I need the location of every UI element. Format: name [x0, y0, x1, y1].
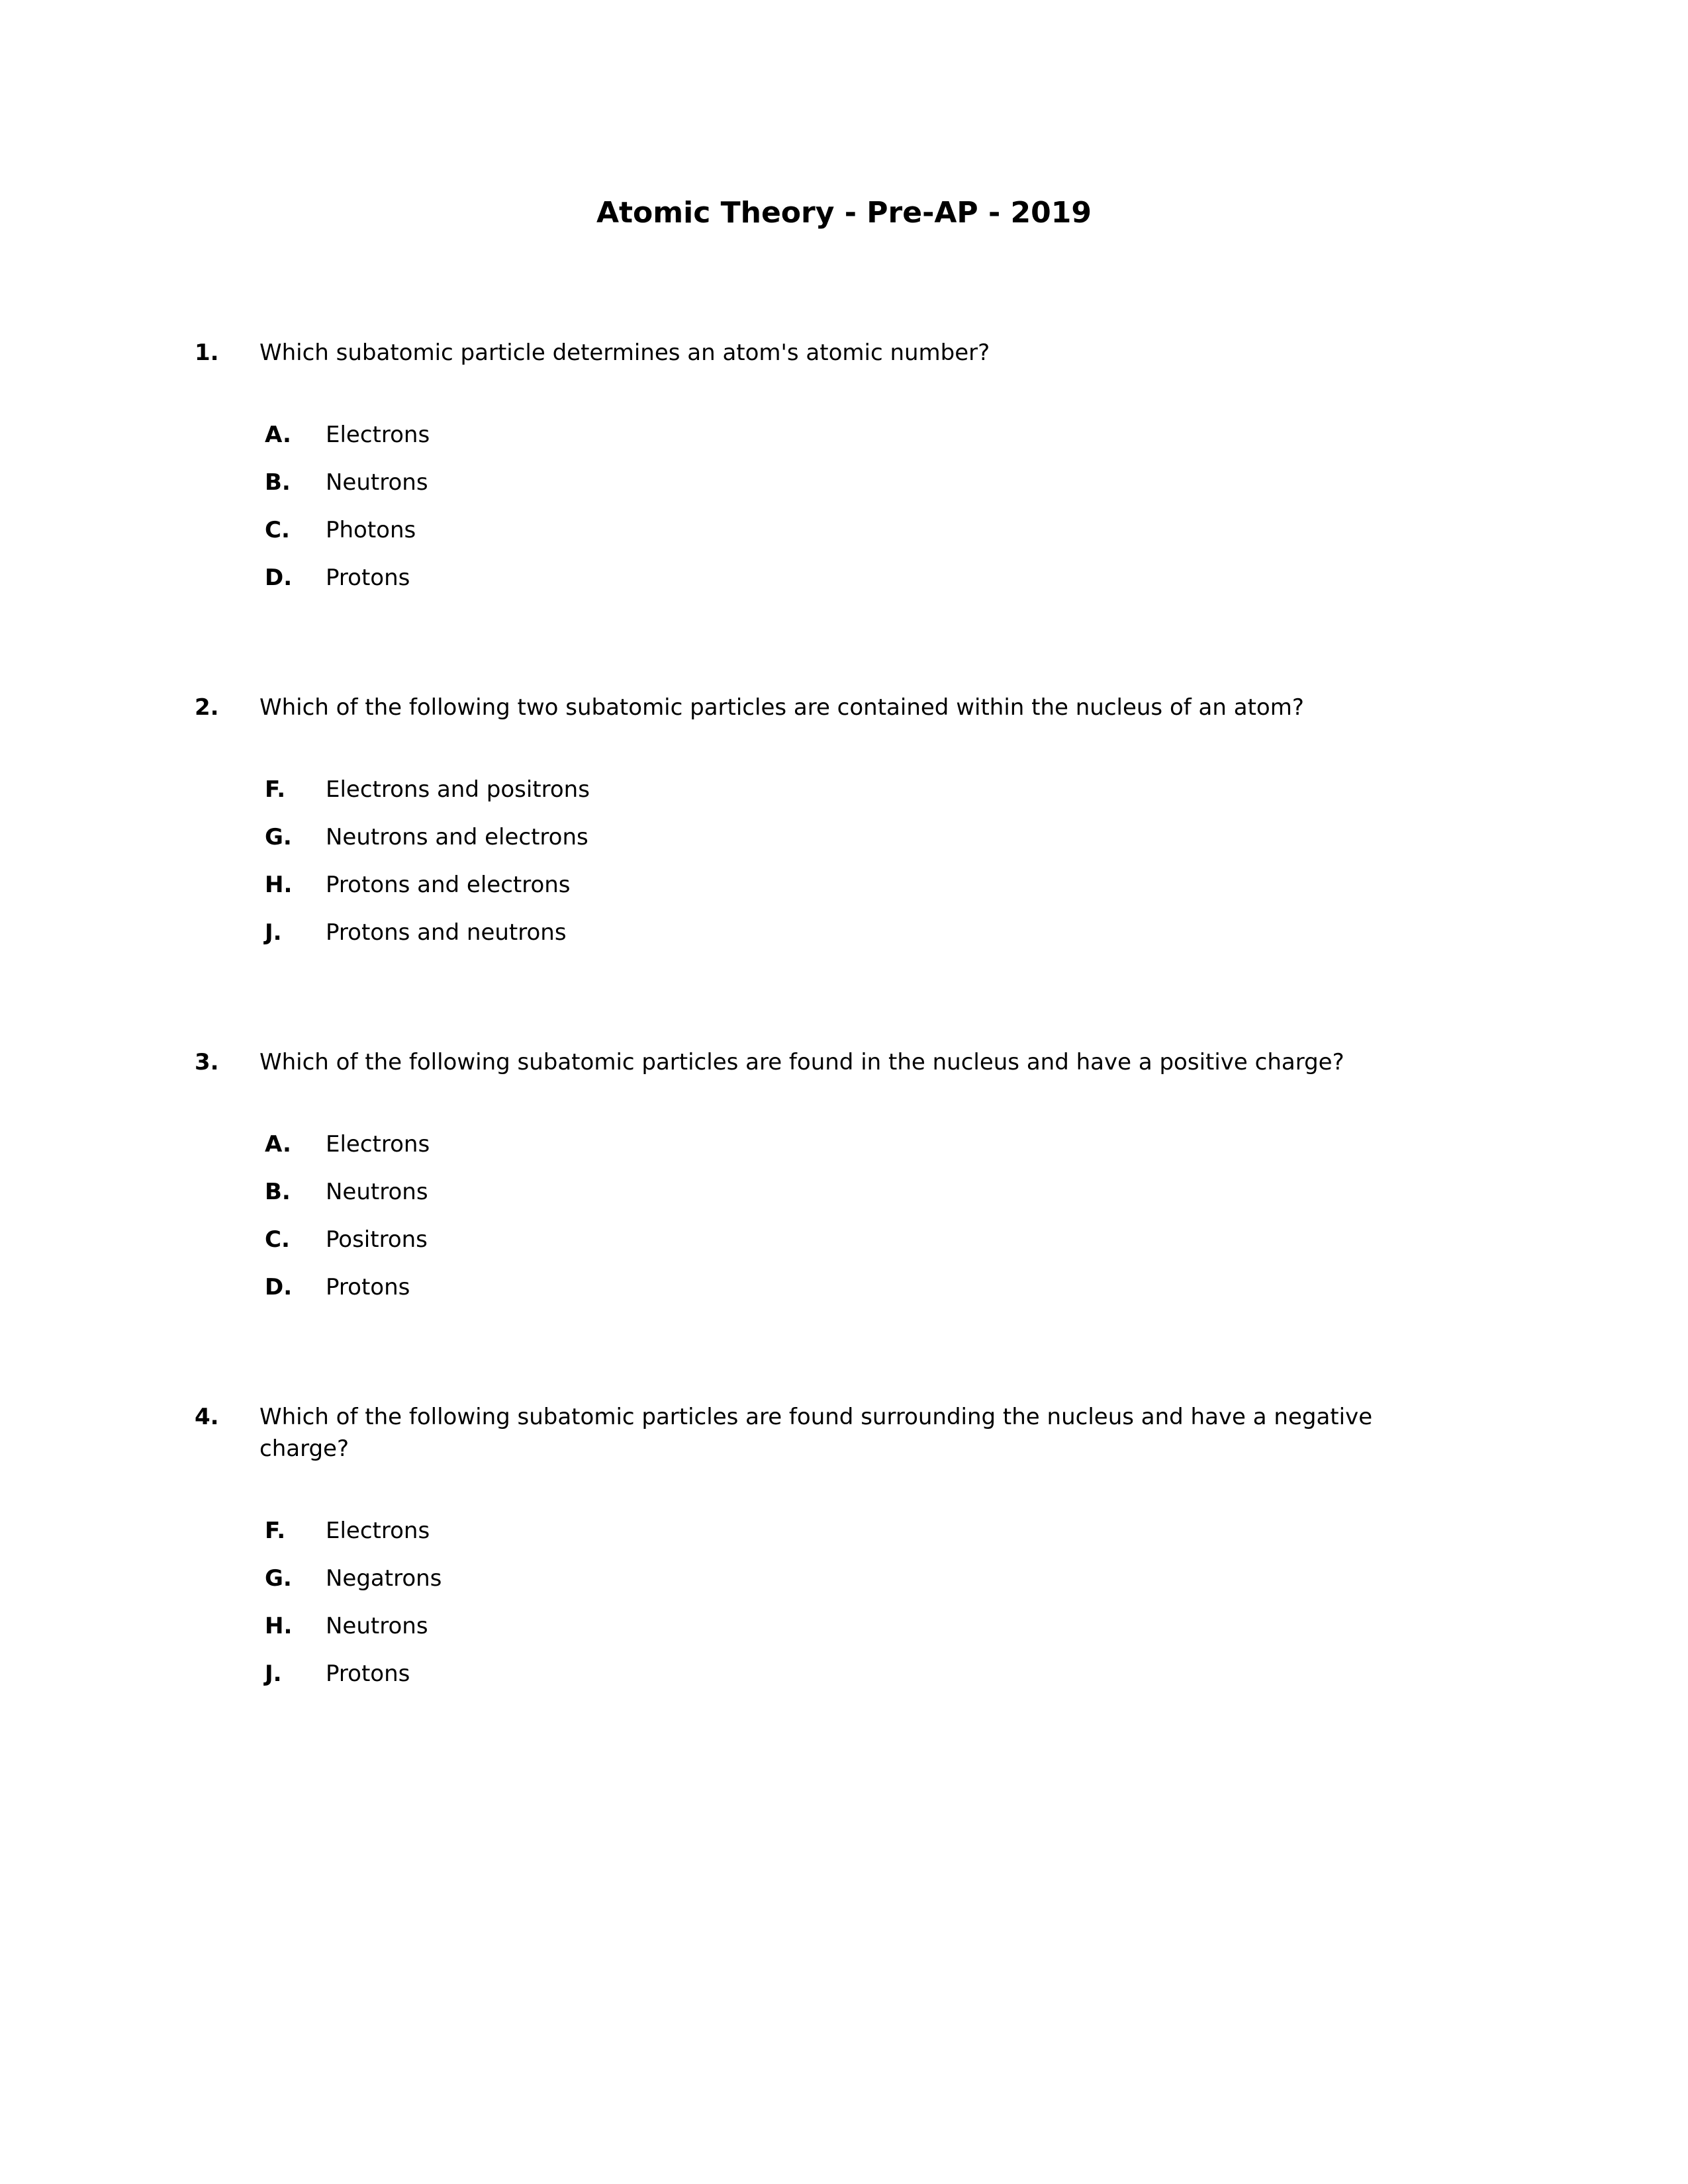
choice-letter: A. — [265, 1130, 291, 1158]
question-number: 2. — [195, 694, 219, 721]
choice-text: Electrons and positrons — [326, 776, 590, 803]
choice-row — [265, 861, 1529, 909]
question-number: 4. — [195, 1403, 219, 1430]
choice-text: Protons and electrons — [326, 871, 571, 898]
choice-text: Negatrons — [326, 1565, 442, 1592]
choice-row — [265, 506, 1529, 554]
choice-letter: A. — [265, 421, 291, 448]
choices-list — [265, 1120, 1529, 1311]
choice-text: Neutrons — [326, 1612, 428, 1639]
choice-text: Electrons — [326, 421, 430, 448]
choice-row — [265, 459, 1529, 506]
choice-text: Protons and neutrons — [326, 919, 567, 946]
question-1 — [195, 337, 1529, 602]
choice-row — [265, 1555, 1529, 1602]
choice-row — [265, 554, 1529, 602]
choice-letter: D. — [265, 564, 293, 591]
choice-text: Positrons — [326, 1226, 428, 1253]
choice-letter: J. — [265, 1660, 282, 1687]
choice-text: Neutrons and electrons — [326, 823, 588, 850]
question-text: Which of the following two subatomic particles are contained within the nucleus of an atom? — [259, 694, 1304, 721]
choices-list — [265, 411, 1529, 602]
document-title: Atomic Theory - Pre-AP - 2019 — [596, 196, 1092, 230]
choice-letter: B. — [265, 469, 291, 496]
choice-letter: C. — [265, 516, 290, 543]
choice-letter: B. — [265, 1178, 291, 1205]
question-text: Which of the following subatomic particles are found surrounding the nucleus and have a negative charge? — [259, 1403, 1373, 1462]
choice-text: Neutrons — [326, 1178, 428, 1205]
choice-row — [265, 1216, 1529, 1263]
choice-letter: G. — [265, 1565, 292, 1592]
choice-row — [265, 909, 1529, 956]
question-2 — [195, 692, 1529, 956]
question-4 — [195, 1401, 1529, 1698]
choice-letter: F. — [265, 776, 286, 803]
choice-letter: G. — [265, 823, 292, 850]
choice-letter: H. — [265, 1612, 293, 1639]
question-text: Which of the following subatomic particles are found in the nucleus and have a positive charge? — [259, 1048, 1344, 1075]
question-body — [259, 1046, 1529, 1311]
question-text: Which subatomic particle determines an atom's atomic number? — [259, 339, 990, 366]
choice-row — [265, 813, 1529, 861]
question-number: 1. — [195, 339, 219, 366]
choice-text: Electrons — [326, 1130, 430, 1158]
question-body — [259, 692, 1529, 956]
question-body — [259, 1401, 1529, 1698]
choice-letter: F. — [265, 1517, 286, 1544]
choice-text: Electrons — [326, 1517, 430, 1544]
choices-list — [265, 1507, 1529, 1698]
choice-letter: C. — [265, 1226, 290, 1253]
choice-row — [265, 1650, 1529, 1698]
choice-text: Photons — [326, 516, 416, 543]
question-3 — [195, 1046, 1529, 1311]
choice-text: Protons — [326, 564, 410, 591]
choices-list — [265, 766, 1529, 956]
choice-row — [265, 1168, 1529, 1216]
choice-letter: H. — [265, 871, 293, 898]
choice-row — [265, 1263, 1529, 1311]
choice-text: Neutrons — [326, 469, 428, 496]
choice-letter: D. — [265, 1273, 293, 1300]
choice-row — [265, 1120, 1529, 1168]
choice-letter: J. — [265, 919, 282, 946]
choice-text: Protons — [326, 1660, 410, 1687]
choice-row — [265, 411, 1529, 459]
choice-row — [265, 766, 1529, 813]
question-body — [259, 337, 1529, 602]
question-number: 3. — [195, 1048, 219, 1075]
choice-row — [265, 1507, 1529, 1555]
choice-row — [265, 1602, 1529, 1650]
choice-text: Protons — [326, 1273, 410, 1300]
